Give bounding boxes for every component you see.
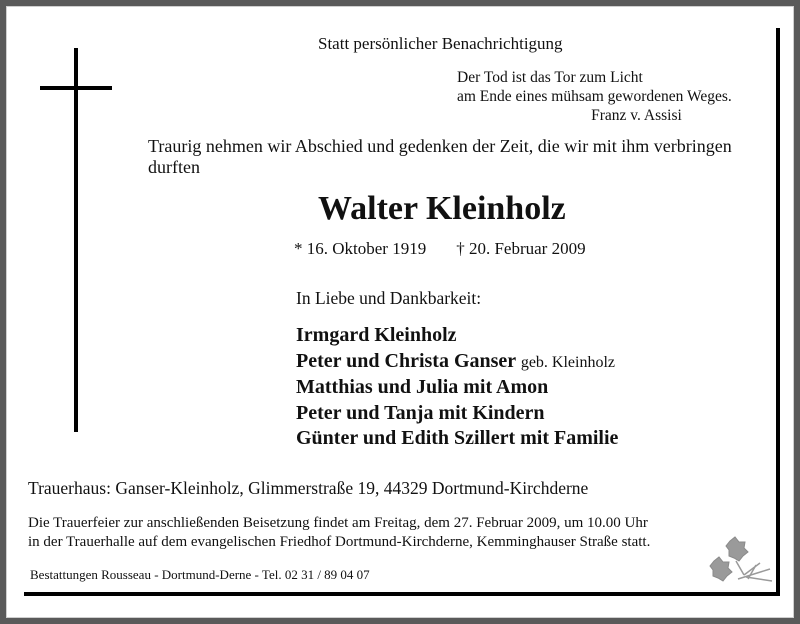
lead-text: Traurig nehmen wir Abschied und gedenken der Zeit, die wir mit ihm verbringen durften	[148, 136, 732, 177]
mourner: Matthias und Julia mit Amon	[296, 376, 549, 398]
undertaker-info: Bestattungen Rousseau - Dortmund-Derne - Tel. 02 31 / 89 04 07	[30, 567, 370, 582]
flower-icon	[700, 535, 780, 591]
quote	[457, 68, 732, 125]
border-shadow-right	[776, 28, 780, 595]
mourners-list	[296, 323, 618, 452]
intro-line: Statt persönlicher Benachrichtigung	[318, 34, 563, 53]
cross-horizontal-bar	[40, 86, 112, 90]
life-dates	[294, 239, 586, 259]
mourner: Peter und Christa Ganser geb. Kleinholz	[296, 349, 616, 372]
ceremony-line: in der Trauerhalle auf dem evangelischen Friedhof Dortmund-Kirchderne, Kemminghauser Straße statt.	[28, 534, 651, 550]
mourner: Peter und Tanja mit Kindern	[296, 401, 545, 424]
mourner: Günter und Edith Szillert mit Familie	[296, 427, 619, 449]
mourner: Irmgard Kleinholz	[296, 324, 457, 346]
birth-date: * 16. Oktober 1919	[294, 239, 427, 258]
deceased-name: Walter Kleinholz	[318, 190, 566, 227]
mourner-note: geb. Kleinholz	[520, 353, 616, 371]
quote-line: Der Tod ist das Tor zum Licht	[457, 69, 643, 86]
ceremony-info	[28, 514, 650, 552]
death-date: † 20. Februar 2009	[456, 239, 586, 258]
thanks-line: In Liebe und Dankbarkeit:	[296, 288, 482, 308]
mourning-house: Trauerhaus: Ganser-Kleinholz, Glimmerstraße 19, 44329 Dortmund-Kirchderne	[28, 478, 589, 498]
ceremony-line: Die Trauerfeier zur anschließenden Beisetzung findet am Freitag, dem 27. Februar 2009, um 10.00 Uhr	[28, 515, 648, 531]
cross-vertical-bar	[74, 48, 78, 432]
quote-line: am Ende eines mühsam gewordenen Weges.	[457, 88, 732, 105]
border-shadow-bottom	[24, 592, 780, 596]
quote-author: Franz v. Assisi	[591, 107, 682, 124]
